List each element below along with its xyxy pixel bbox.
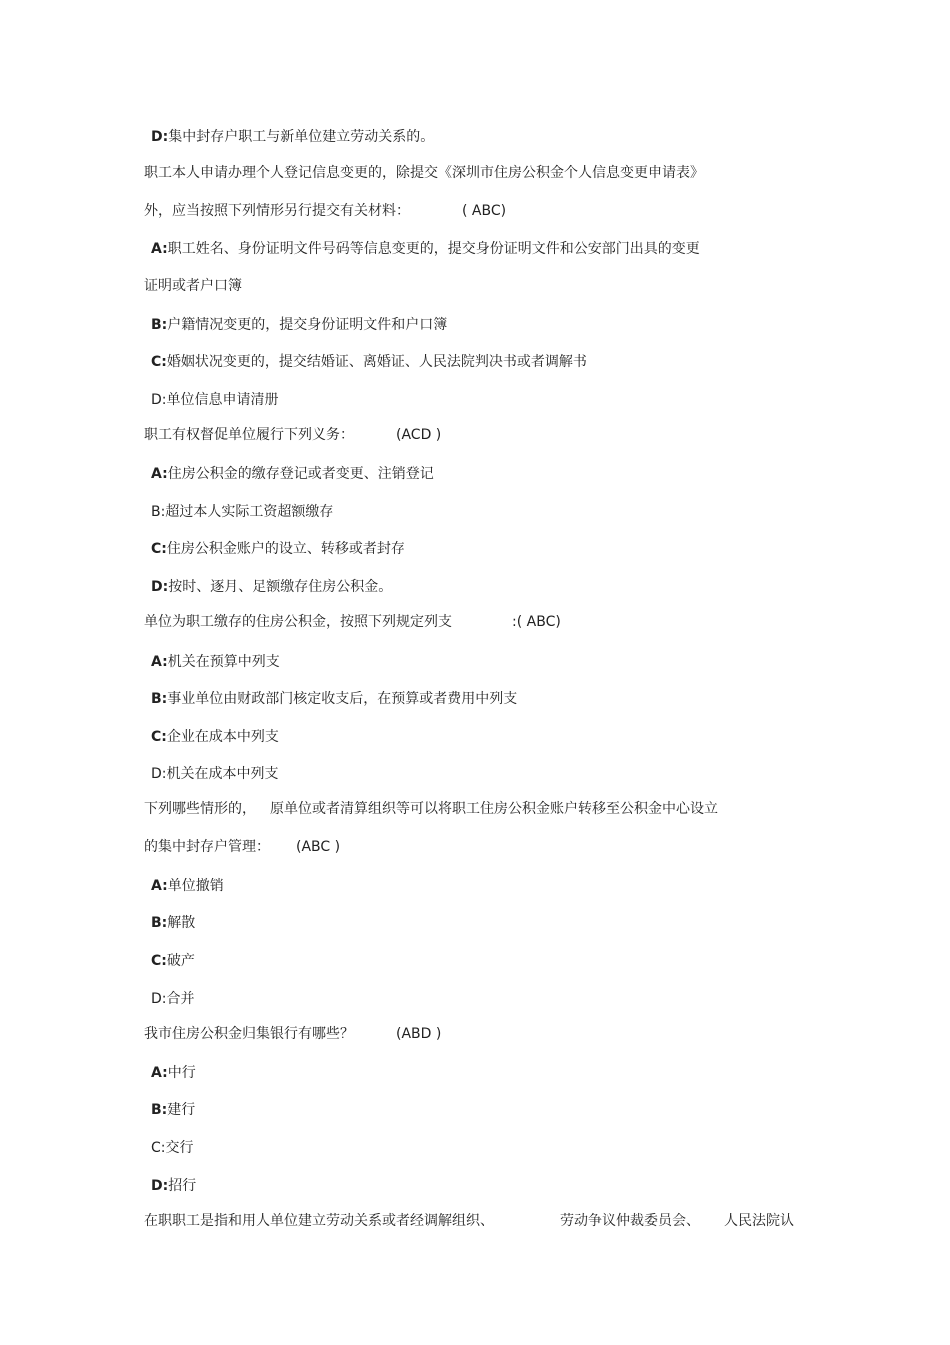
- answer-key: (ACD ): [396, 427, 442, 443]
- answer-key: (ABD ): [396, 1026, 442, 1042]
- option-line: D:集中封存户职工与新单位建立劳动关系的。: [151, 129, 435, 145]
- option-line: C:交行: [151, 1140, 194, 1156]
- question-line: 的集中封存户管理：: [144, 839, 270, 855]
- option-line: D:单位信息申请清册: [151, 392, 279, 408]
- option-line: A:单位撤销: [151, 878, 224, 894]
- question-line-continuation: 人民法院认: [724, 1213, 794, 1229]
- question-line-continuation: 劳动争议仲裁委员会、: [560, 1213, 700, 1229]
- option-line: B:户籍情况变更的，提交身份证明文件和户口簿: [151, 317, 448, 333]
- option-line: C:婚姻状况变更的，提交结婚证、离婚证、人民法院判决书或者调解书: [151, 354, 587, 370]
- option-line: D:招行: [151, 1178, 197, 1194]
- option-line: B:解散: [151, 915, 196, 931]
- question-line: 在职职工是指和用人单位建立劳动关系或者经调解组织、: [144, 1213, 494, 1229]
- option-line: A:中行: [151, 1065, 196, 1081]
- answer-key: :( ABC): [512, 614, 561, 630]
- question-line: 职工有权督促单位履行下列义务：: [144, 427, 354, 443]
- option-line: D:合并: [151, 991, 195, 1007]
- answer-key: (ABC ): [296, 839, 341, 855]
- option-line: C:住房公积金账户的设立、转移或者封存: [151, 541, 405, 557]
- option-line: D:机关在成本中列支: [151, 766, 279, 782]
- question-line: 证明或者户口簿: [144, 278, 242, 294]
- option-line: A:职工姓名、身份证明文件号码等信息变更的，提交身份证明文件和公安部门出具的变更: [151, 241, 700, 257]
- question-line: 下列哪些情形的，: [144, 801, 256, 817]
- question-line: 外，应当按照下列情形另行提交有关材料：: [144, 203, 410, 219]
- option-line: B:事业单位由财政部门核定收支后，在预算或者费用中列支: [151, 691, 518, 707]
- option-line: C:破产: [151, 953, 195, 969]
- question-line: 我市住房公积金归集银行有哪些？: [144, 1026, 354, 1042]
- question-line: 单位为职工缴存的住房公积金，按照下列规定列支: [144, 614, 452, 630]
- option-line: A:机关在预算中列支: [151, 654, 280, 670]
- option-line: B:建行: [151, 1102, 196, 1118]
- question-line: 职工本人申请办理个人登记信息变更的，除提交《深圳市住房公积金个人信息变更申请表》: [144, 165, 704, 181]
- option-line: C:企业在成本中列支: [151, 729, 279, 745]
- question-line-continuation: 原单位或者清算组织等可以将职工住房公积金账户转移至公积金中心设立: [270, 801, 718, 817]
- option-line: B:超过本人实际工资超额缴存: [151, 504, 334, 520]
- option-line: D:按时、逐月、足额缴存住房公积金。: [151, 579, 393, 595]
- option-line: A:住房公积金的缴存登记或者变更、注销登记: [151, 466, 434, 482]
- answer-key: ( ABC): [462, 203, 507, 219]
